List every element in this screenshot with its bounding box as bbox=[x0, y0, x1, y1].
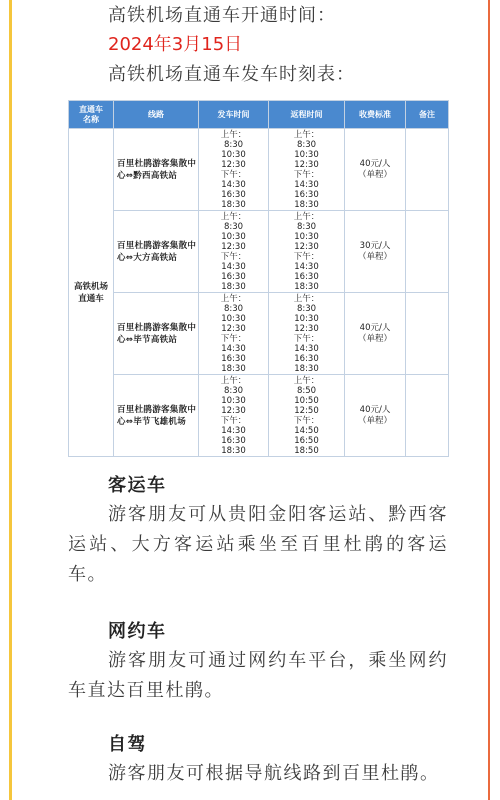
departure-time: 10:30 bbox=[221, 396, 246, 406]
departure-times-cell bbox=[199, 375, 269, 457]
service-name-cell bbox=[69, 129, 114, 457]
opening-time-label: 高铁机场直通车开通时间： bbox=[108, 5, 336, 26]
column-header-label: 直通车名称 bbox=[79, 104, 103, 124]
route-text: 百里杜鹃游客集散中心⇔毕节高铁站 bbox=[117, 322, 197, 345]
return-time: 16:30 bbox=[294, 190, 319, 200]
route-text: 百里杜鹃游客集散中心⇔大方高铁站 bbox=[117, 240, 197, 263]
return-time: 16:30 bbox=[294, 272, 319, 282]
schedule-label: 高铁机场直通车发车时刻表： bbox=[108, 64, 355, 85]
service-name: 高铁机场直通车 bbox=[73, 281, 108, 304]
departure-time: 10:30 bbox=[221, 314, 246, 324]
return-time: 14:30 bbox=[294, 180, 319, 190]
fee-note: （单程） bbox=[357, 251, 392, 262]
fee-amount: 40元/人 bbox=[359, 404, 391, 415]
section-coach bbox=[68, 472, 448, 590]
opening-date: 2024年3月15日 bbox=[108, 34, 243, 55]
departure-period-label: 上午： bbox=[220, 294, 247, 304]
return-time: 18:30 bbox=[294, 282, 319, 292]
return-times-cell bbox=[269, 129, 345, 211]
timetable-header bbox=[69, 101, 449, 129]
return-times-cell bbox=[269, 293, 345, 375]
remark-cell bbox=[406, 129, 449, 211]
fee-amount: 30元/人 bbox=[359, 240, 391, 251]
fee-note: （单程） bbox=[357, 169, 392, 180]
timetable-header-row bbox=[69, 101, 449, 129]
departure-time: 8:30 bbox=[223, 140, 244, 150]
return-period-label: 上午： bbox=[293, 212, 320, 222]
column-header-route: 线路 bbox=[114, 101, 199, 129]
left-border-rule bbox=[9, 0, 12, 800]
departure-time: 8:30 bbox=[223, 304, 244, 314]
section-heading: 自驾 bbox=[108, 734, 147, 755]
timetable-row bbox=[69, 129, 449, 211]
paragraph-line: 游客朋友可根据导航线路到百里杜鹃。 bbox=[108, 763, 440, 784]
departure-time: 12:30 bbox=[221, 242, 246, 252]
return-period-label: 下午： bbox=[293, 170, 320, 180]
fee-amount: 40元/人 bbox=[359, 158, 391, 169]
shuttle-timetable bbox=[68, 100, 449, 457]
column-header-fee: 收费标准 bbox=[345, 101, 406, 129]
column-header-remark: 备注 bbox=[406, 101, 449, 129]
departure-period-label: 上午： bbox=[220, 130, 247, 140]
return-time: 14:50 bbox=[294, 426, 319, 436]
timetable-row bbox=[69, 293, 449, 375]
return-time: 12:30 bbox=[294, 324, 319, 334]
departure-time: 18:30 bbox=[221, 200, 246, 210]
column-header-return: 返程时间 bbox=[269, 101, 345, 129]
departure-time: 8:30 bbox=[223, 386, 244, 396]
return-time: 18:30 bbox=[294, 200, 319, 210]
departure-time: 18:30 bbox=[221, 446, 246, 456]
departure-time: 18:30 bbox=[221, 282, 246, 292]
return-times-cell bbox=[269, 375, 345, 457]
section-heading: 客运车 bbox=[108, 475, 167, 496]
route-text: 百里杜鹃游客集散中心⇔毕节飞雄机场 bbox=[117, 404, 197, 427]
return-time: 8:30 bbox=[296, 222, 317, 232]
section-self-drive bbox=[68, 731, 448, 789]
departure-time: 8:30 bbox=[223, 222, 244, 232]
paragraph-line: 车直达百里杜鹃。 bbox=[68, 680, 224, 701]
return-time: 10:30 bbox=[294, 314, 319, 324]
departure-period-label: 上午： bbox=[220, 376, 247, 386]
departure-time: 14:30 bbox=[221, 180, 246, 190]
return-period-label: 下午： bbox=[293, 416, 320, 426]
route-text: 百里杜鹃游客集散中心⇔黔西高铁站 bbox=[117, 158, 197, 181]
departure-period-label: 下午： bbox=[220, 252, 247, 262]
return-times-cell bbox=[269, 211, 345, 293]
route-cell bbox=[114, 375, 199, 457]
timetable-row bbox=[69, 211, 449, 293]
departure-time: 14:30 bbox=[221, 344, 246, 354]
return-time: 14:30 bbox=[294, 344, 319, 354]
return-time: 10:50 bbox=[294, 396, 319, 406]
return-period-label: 上午： bbox=[293, 294, 320, 304]
return-time: 8:50 bbox=[296, 386, 317, 396]
right-border-rule bbox=[488, 0, 490, 800]
route-cell bbox=[114, 129, 199, 211]
timetable-row bbox=[69, 375, 449, 457]
return-time: 8:30 bbox=[296, 140, 317, 150]
departure-period-label: 下午： bbox=[220, 334, 247, 344]
return-time: 10:30 bbox=[294, 150, 319, 160]
return-time: 14:30 bbox=[294, 262, 319, 272]
departure-times-cell bbox=[199, 293, 269, 375]
paragraph-line: 游客朋友可通过网约车平台，乘坐网约 bbox=[108, 650, 448, 671]
route-cell bbox=[114, 293, 199, 375]
fee-note: （单程） bbox=[357, 333, 392, 344]
return-time: 18:30 bbox=[294, 364, 319, 374]
remark-cell bbox=[406, 375, 449, 457]
departure-period-label: 上午： bbox=[220, 212, 247, 222]
fee-cell bbox=[345, 375, 406, 457]
column-header-departure: 发车时间 bbox=[199, 101, 269, 129]
departure-time: 12:30 bbox=[221, 324, 246, 334]
return-time: 16:30 bbox=[294, 354, 319, 364]
return-period-label: 上午： bbox=[293, 376, 320, 386]
return-period-label: 上午： bbox=[293, 130, 320, 140]
departure-time: 16:30 bbox=[221, 190, 246, 200]
departure-times-cell bbox=[199, 129, 269, 211]
departure-times-cell bbox=[199, 211, 269, 293]
departure-time: 18:30 bbox=[221, 364, 246, 374]
departure-time: 10:30 bbox=[221, 150, 246, 160]
fee-cell bbox=[345, 211, 406, 293]
departure-time: 14:30 bbox=[221, 262, 246, 272]
departure-time: 12:30 bbox=[221, 406, 246, 416]
return-time: 16:50 bbox=[294, 436, 319, 446]
column-header-service-name bbox=[69, 101, 114, 129]
fee-cell bbox=[345, 129, 406, 211]
return-time: 12:30 bbox=[294, 242, 319, 252]
fee-amount: 40元/人 bbox=[359, 322, 391, 333]
remark-cell bbox=[406, 211, 449, 293]
departure-time: 10:30 bbox=[221, 232, 246, 242]
paragraph-line: 游客朋友可从贵阳金阳客运站、黔西客 bbox=[108, 504, 448, 525]
route-cell bbox=[114, 211, 199, 293]
departure-time: 16:30 bbox=[221, 272, 246, 282]
section-heading: 网约车 bbox=[108, 621, 167, 642]
return-period-label: 下午： bbox=[293, 334, 320, 344]
return-time: 12:50 bbox=[294, 406, 319, 416]
departure-time: 16:30 bbox=[221, 436, 246, 446]
return-time: 12:30 bbox=[294, 160, 319, 170]
departure-period-label: 下午： bbox=[220, 416, 247, 426]
departure-time: 12:30 bbox=[221, 160, 246, 170]
timetable-body bbox=[69, 129, 449, 457]
fee-cell bbox=[345, 293, 406, 375]
return-time: 18:50 bbox=[294, 446, 319, 456]
fee-note: （单程） bbox=[357, 415, 392, 426]
departure-period-label: 下午： bbox=[220, 170, 247, 180]
section-ride-hailing bbox=[68, 618, 448, 706]
return-period-label: 下午： bbox=[293, 252, 320, 262]
paragraph-line: 运站、大方客运站乘坐至百里杜鹃的客运 bbox=[68, 534, 448, 555]
departure-time: 16:30 bbox=[221, 354, 246, 364]
paragraph-line: 车。 bbox=[68, 564, 107, 585]
return-time: 8:30 bbox=[296, 304, 317, 314]
departure-time: 14:30 bbox=[221, 426, 246, 436]
return-time: 10:30 bbox=[294, 232, 319, 242]
remark-cell bbox=[406, 293, 449, 375]
